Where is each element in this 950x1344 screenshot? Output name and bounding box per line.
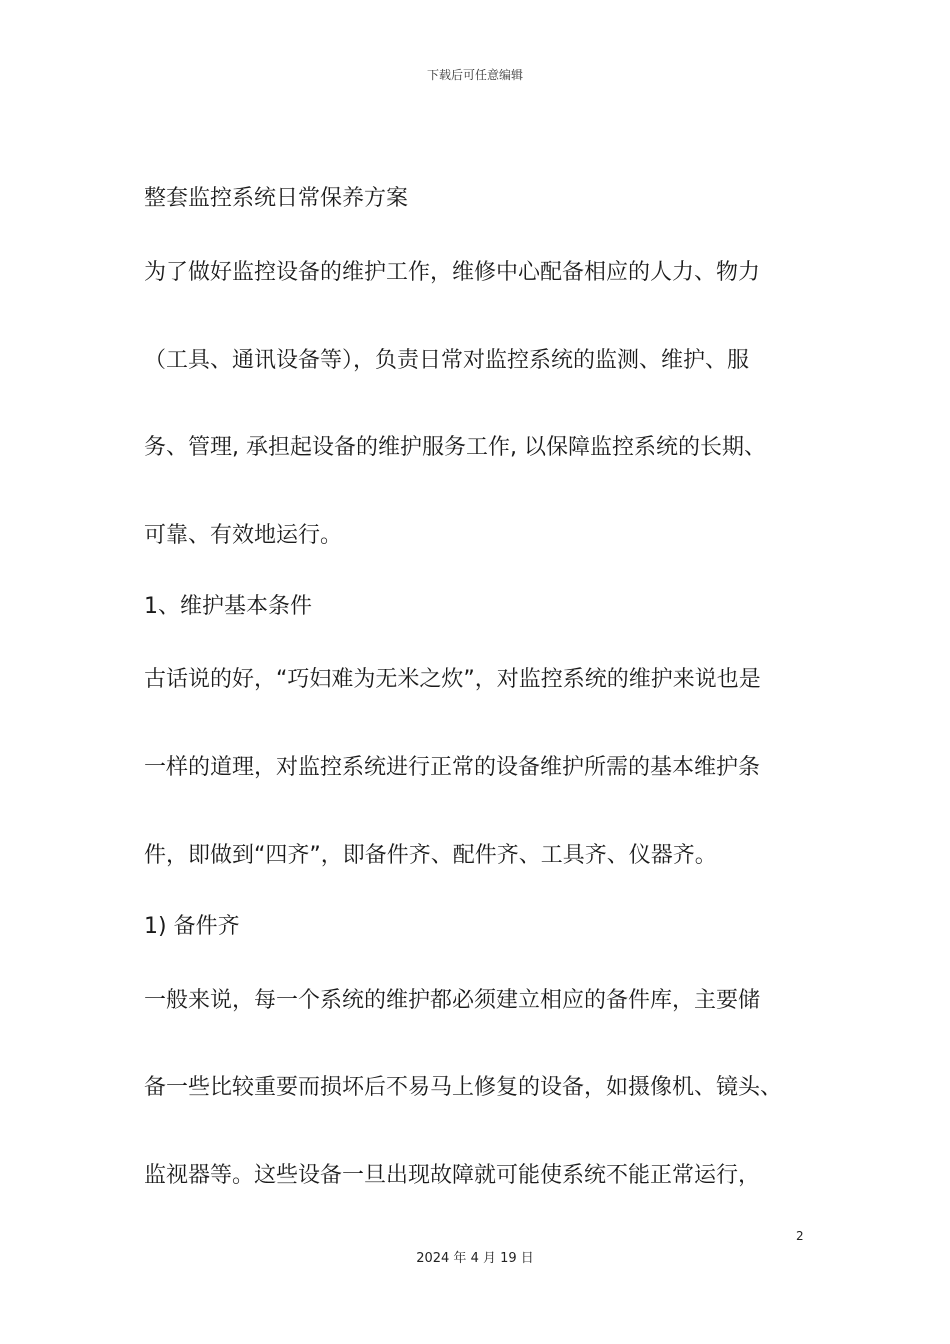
text-line: 一样的道理，对监控系统进行正常的设备维护所需的基本维护条: [144, 755, 761, 780]
text-line: 可靠、有效地运行。: [144, 523, 343, 548]
text-line: 件，即做到“四齐”，即备件齐、配件齐、工具齐、仪器齐。: [144, 843, 717, 868]
page-number: 2: [796, 1229, 804, 1243]
text-line: （工具、通讯设备等），负责日常对监控系统的监测、维护、服: [144, 348, 750, 373]
subsection-heading: 1) 备件齐: [144, 914, 240, 939]
text-line: 古话说的好，“巧妇难为无米之炊”，对监控系统的维护来说也是: [144, 667, 761, 692]
document-title: 整套监控系统日常保养方案: [144, 186, 409, 211]
text-line: 备一些比较重要而损坏后不易马上修复的设备，如摄像机、镜头、: [144, 1075, 783, 1100]
page-header: 下载后可任意编辑: [426, 68, 523, 82]
text-line: 务、管理, 承担起设备的维护服务工作, 以保障监控系统的长期、: [144, 435, 766, 460]
text-line: 一般来说，每一个系统的维护都必须建立相应的备件库，主要储: [144, 988, 761, 1013]
text-line: 为了做好监控设备的维护工作，维修中心配备相应的人力、物力: [144, 260, 761, 285]
text-line: 监视器等。这些设备一旦出现故障就可能使系统不能正常运行，: [144, 1163, 761, 1188]
section-heading: 1、维护基本条件: [144, 594, 312, 619]
footer-date: 2024 年 4 月 19 日: [416, 1251, 534, 1266]
